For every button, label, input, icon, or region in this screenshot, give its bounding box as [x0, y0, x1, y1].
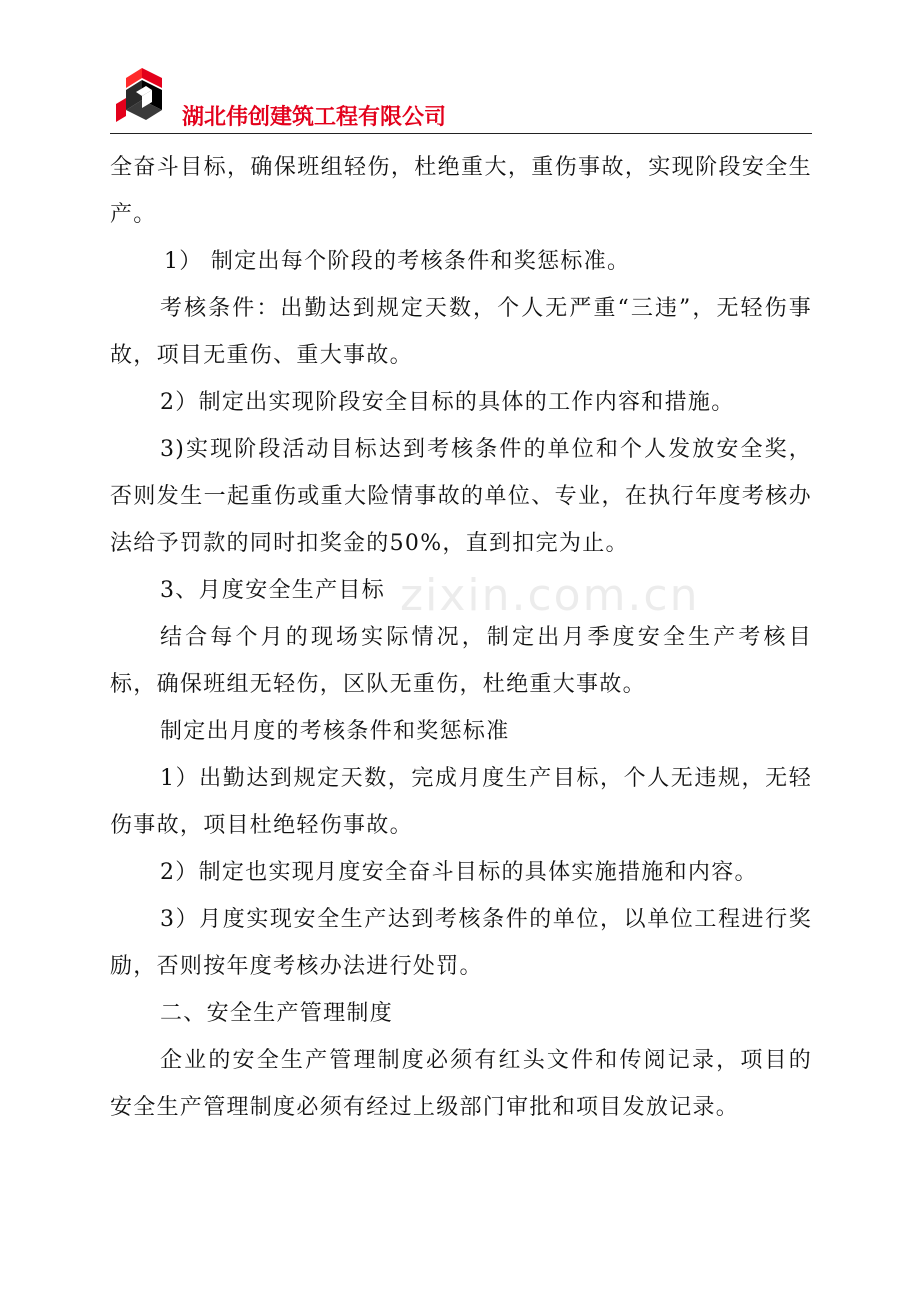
- paragraph-assessment-conditions: 考核条件：出勤达到规定天数，个人无严重“三违”，无轻伤事故，项目无重伤、重大事故。: [110, 296, 812, 368]
- paragraph-monthly-item-3: 3）月度实现安全生产达到考核条件的单位，以单位工程进行奖励，否则按年度考核办法进行处罚。: [110, 907, 812, 979]
- company-name: 湖北伟创建筑工程有限公司: [182, 105, 447, 130]
- section-heading-management-system: 二、安全生产管理制度: [160, 1001, 394, 1026]
- company-logo-icon: [112, 66, 176, 126]
- paragraph-stage-item-3: 3)实现阶段活动目标达到考核条件的单位和个人发放安全奖，否则发生一起重伤或重大险情事故的单位、专业，在执行年度考核办法给予罚款的同时扣奖金的50%，直到扣完为止。: [110, 437, 812, 556]
- paragraph-stage-item-1: 1） 制定出每个阶段的考核条件和奖惩标准。: [164, 249, 631, 274]
- paragraph-monthly-target: 结合每个月的现场实际情况，制定出月季度安全生产考核目标，确保班组无轻伤，区队无重伤，杜绝重大事故。: [110, 625, 812, 697]
- document-body: [110, 144, 812, 1131]
- paragraph-stage-item-2: 2）制定出实现阶段安全目标的具体的工作内容和措施。: [160, 390, 735, 415]
- header-divider: [110, 133, 812, 134]
- paragraph-continuation: 全奋斗目标，确保班组轻伤，杜绝重大，重伤事故，实现阶段安全生产。: [110, 155, 812, 227]
- watermark: zixin.com.cn: [400, 570, 700, 621]
- section-heading-monthly-target: 3、月度安全生产目标: [160, 578, 385, 603]
- document-header: [0, 0, 920, 140]
- paragraph-monthly-item-1: 1）出勤达到规定天数，完成月度生产目标，个人无违规，无轻伤事故，项目杜绝轻伤事故。: [110, 766, 812, 838]
- paragraph-monthly-item-2: 2）制定也实现月度安全奋斗目标的具体实施措施和内容。: [160, 860, 758, 885]
- paragraph-management-system: 企业的安全生产管理制度必须有红头文件和传阅记录，项目的安全生产管理制度必须有经过上级部门审批和项目发放记录。: [110, 1048, 812, 1120]
- paragraph-monthly-standards: 制定出月度的考核条件和奖惩标准: [160, 719, 510, 744]
